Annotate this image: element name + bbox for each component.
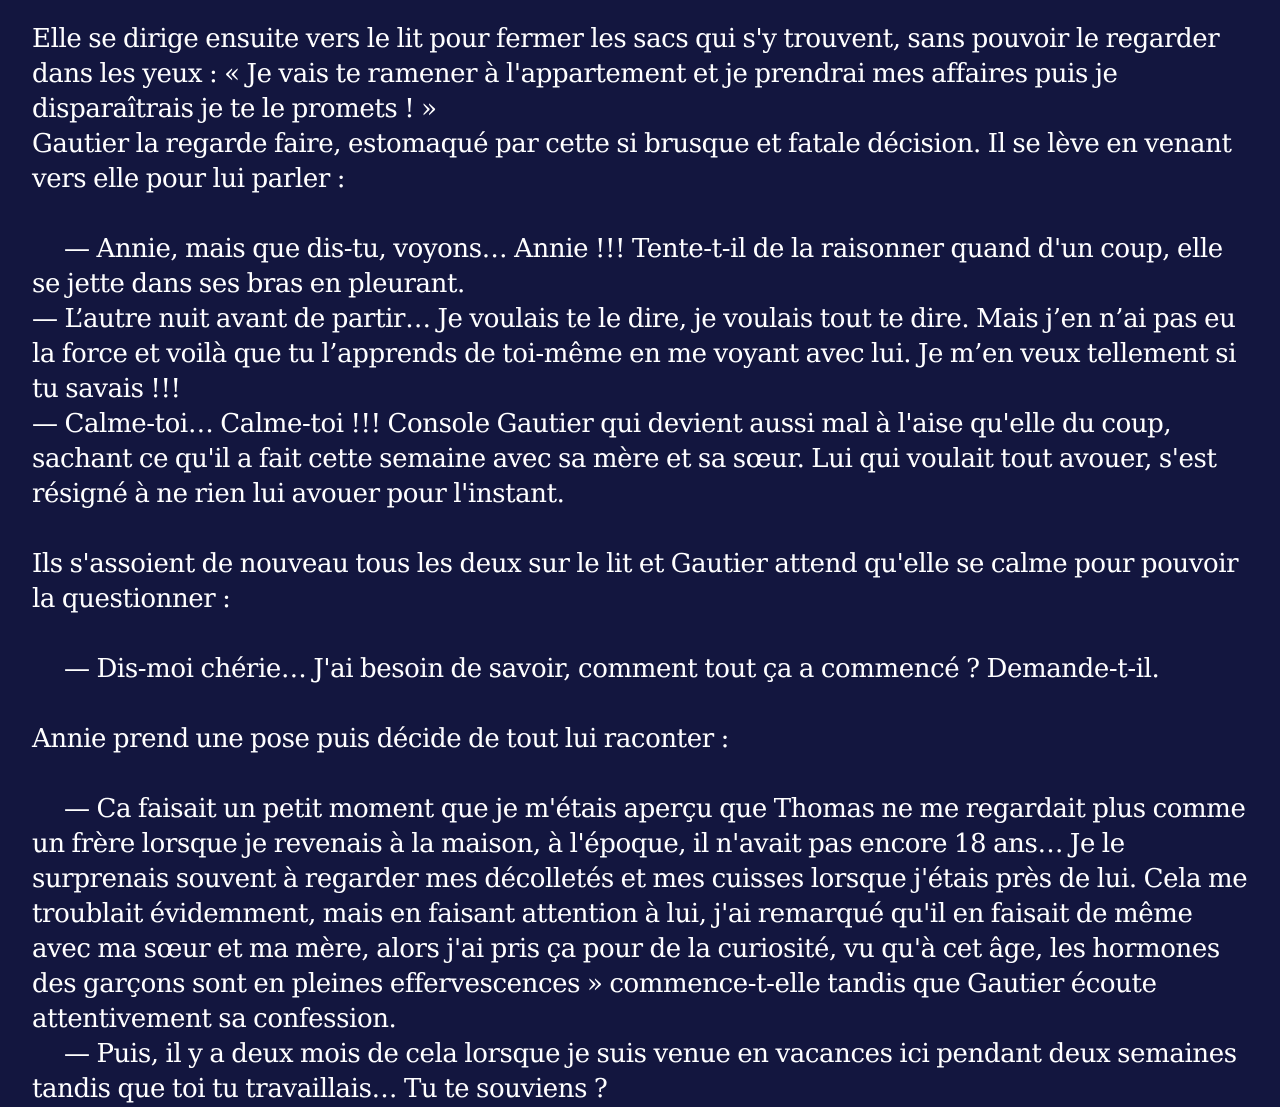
blank-line [32,512,1256,547]
paragraph: Ils s'assoient de nouveau tous les deux sur le lit et Gautier attend qu'elle se calme pour pouvoir la questionner : [32,549,1239,614]
dialogue-line: — Puis, il y a deux mois de cela lorsque je suis venue en vacances ici pendant deux semaines tandis que toi tu travaillais… Tu te souviens ? [32,1039,1237,1104]
paragraph: Annie prend une pose puis décide de tout lui raconter : [32,724,729,754]
dialogue-line: — Dis-moi chérie… J'ai besoin de savoir, comment tout ça a commencé ? Demande-t-il. [64,654,1160,684]
blank-line [32,197,1256,232]
blank-line [32,687,1256,722]
blank-line [32,757,1256,792]
dialogue-line: — L’autre nuit avant de partir… Je voulais te le dire, je voulais tout te dire. Mais j’en n’ai pas eu la force et voilà que tu l’apprends de toi-même en me voyant avec lui. Je m’en veux tellement si tu savais !!! [32,304,1237,404]
dialogue-line: — Calme-toi… Calme-toi !!! Console Gautier qui devient aussi mal à l'aise qu'elle du coup, sachant ce qu'il a fait cette semaine avec sa mère et sa sœur. Lui qui voulait tout avouer, s'est résigné à ne rien lui avouer pour l'instant. [32,409,1217,509]
paragraph: Elle se dirige ensuite vers le lit pour fermer les sacs qui s'y trouvent, sans pouvoir le regarder dans les yeux : « Je vais te ramener à l'appartement et je prendrai mes affaires puis je disparaîtrais je te le promets ! » [32,24,1220,124]
blank-line [32,617,1256,652]
dialogue-line: — Annie, mais que dis-tu, voyons… Annie !!! Tente-t-il de la raisonner quand d'un coup, elle se jette dans ses bras en pleurant. [32,234,1223,299]
dialogue-line: — Ca faisait un petit moment que je m'étais aperçu que Thomas ne me regardait plus comme un frère lorsque je revenais à la maison, à l'époque, il n'avait pas encore 18 ans… Je le surprenais souvent à regarder mes décolletés et mes cuisses lorsque j'étais près de lui. Cela me troublait évidemment, mais en faisant attention à lui, j'ai remarqué qu'il en faisait de même avec ma sœur et ma mère, alors j'ai pris ça pour de la curiosité, vu qu'à cet âge, les hormones des garçons sont en pleines effervescences » commence-t-elle tandis que Gautier écoute attentivement sa confession. [32,794,1248,1034]
paragraph: Gautier la regarde faire, estomaqué par cette si brusque et fatale décision. Il se lève en venant vers elle pour lui parler : [32,129,1232,194]
